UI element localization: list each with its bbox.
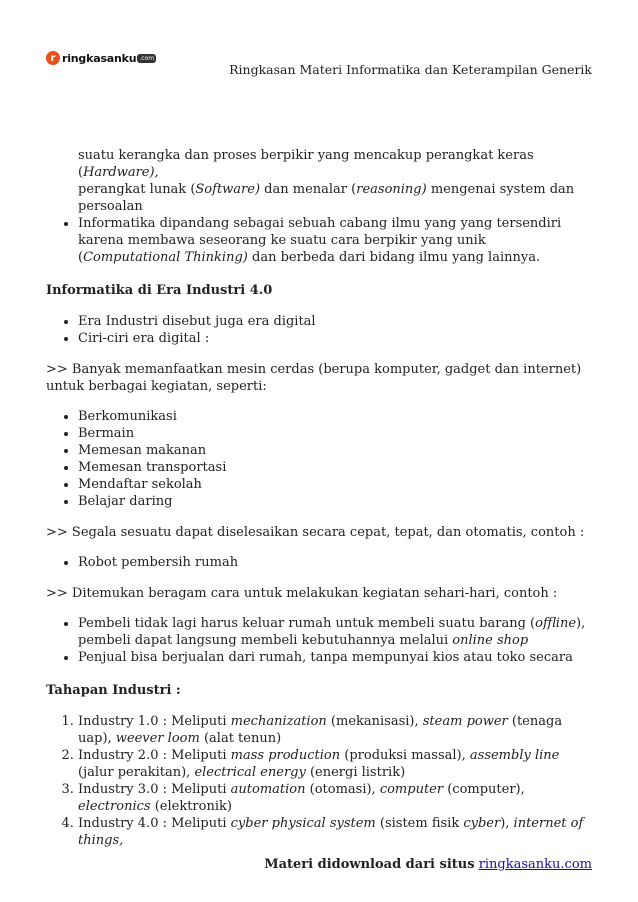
list-item: • Penjual bisa berjualan dari rumah, tanpa mempunyai kios atau toko secara — [78, 649, 592, 666]
logo-text: ringkasanku — [62, 51, 137, 65]
site-logo[interactable] — [46, 51, 156, 65]
continued-text-line-1: suatu kerangka dan proses berpikir yang mencakup perangkat keras (Hardware), — [78, 148, 534, 180]
paragraph-otomatis: >> Segala sesuatu dapat diselesaikan secara cepat, tepat, dan otomatis, contoh : — [46, 525, 585, 540]
list-item: • Informatika dipandang sebagai sebuah cabang ilmu yang yang tersendiri karena membawa seseorang ke suatu cara berpikir yang unik (Computational Thinking) dan berbeda dari bidang ilmu yang lainnya. — [78, 215, 592, 266]
footer-text: Materi didownload dari situs — [264, 857, 475, 872]
activities-list — [46, 408, 592, 510]
document-body — [46, 147, 592, 849]
list-item: • Bermain — [78, 425, 592, 442]
section-heading-era-industri: Informatika di Era Industri 4.0 — [46, 283, 273, 298]
list-item: • Berkomunikasi — [78, 408, 592, 425]
list-item: 4. Industry 4.0 : Meliputi cyber physical system (sistem fisik cyber), internet of things, — [78, 815, 592, 849]
list-item: • Era Industri disebut juga era digital — [78, 313, 592, 330]
logo-domain: .com — [139, 54, 155, 62]
footer-site-link[interactable]: ringkasanku.com — [478, 857, 592, 872]
paragraph-mesin-cerdas: >> Banyak memanfaatkan mesin cerdas (berupa komputer, gadget dan internet) untuk berbagai kegiatan, seperti: — [46, 362, 582, 394]
era-list — [46, 313, 592, 347]
list-item: • Ciri-ciri era digital : — [78, 330, 592, 347]
section-heading-tahapan-industri: Tahapan Industri : — [46, 683, 181, 698]
informatics-list — [46, 215, 592, 266]
list-item: • Pembeli tidak lagi harus keluar rumah untuk membeli suatu barang (offline), pembeli dapat langsung membeli kebutuhannya melalui online shop — [78, 615, 592, 649]
paragraph-kegiatan: >> Ditemukan beragam cara untuk melakukan kegiatan sehari-hari, contoh : — [46, 586, 558, 601]
page-header-title: Ringkasan Materi Informatika dan Keterampilan Generik — [229, 62, 592, 77]
list-item: • Memesan makanan — [78, 442, 592, 459]
logo-mark-icon: r — [46, 51, 60, 65]
list-item: • Belajar daring — [78, 493, 592, 510]
list-item: 2. Industry 2.0 : Meliputi mass production (produksi massal), assembly line (jalur perakitan), electrical energy (energi listrik) — [78, 747, 592, 781]
page-footer — [264, 857, 592, 872]
list-item: • Memesan transportasi — [78, 459, 592, 476]
daily-list — [46, 615, 592, 666]
list-item: 1. Industry 1.0 : Meliputi mechanization (mekanisasi), steam power (tenaga uap), weever loom (alat tenun) — [78, 713, 592, 747]
automation-list — [46, 554, 592, 571]
list-item: 3. Industry 3.0 : Meliputi automation (otomasi), computer (computer), electronics (elektronik) — [78, 781, 592, 815]
continued-text-line-2: perangkat lunak (Software) dan menalar (reasoning) mengenai system dan persoalan — [78, 182, 575, 214]
list-item: • Mendaftar sekolah — [78, 476, 592, 493]
industry-stages-list — [46, 713, 592, 849]
list-item: • Robot pembersih rumah — [78, 554, 592, 571]
